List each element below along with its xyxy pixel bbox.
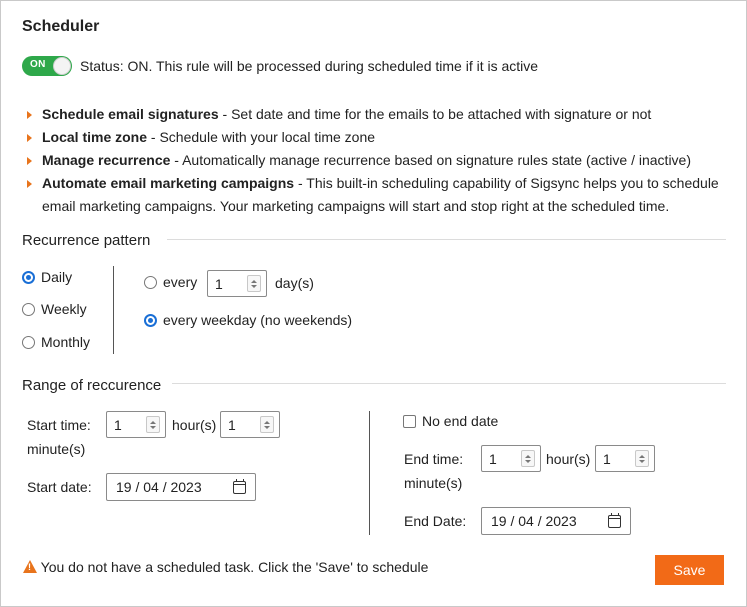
stepper-value: 1 — [228, 416, 236, 433]
stepper-value: 1 — [215, 275, 223, 292]
feature-item — [27, 172, 727, 218]
checkbox-label: No end date — [422, 413, 499, 429]
every-days-stepper[interactable] — [207, 270, 267, 297]
stepper-value: 1 — [489, 450, 497, 467]
stepper-arrows-icon[interactable] — [635, 450, 649, 467]
feature-item — [27, 149, 727, 172]
feature-title: Manage recurrence — [42, 152, 171, 168]
feature-title: Automate email marketing campaigns — [42, 175, 295, 191]
radio-icon[interactable] — [22, 336, 35, 349]
toggle-knob — [53, 57, 71, 75]
days-label: day(s) — [275, 275, 314, 291]
start-minute-stepper[interactable] — [220, 411, 280, 438]
date-value: 19 / 04 / 2023 — [491, 513, 577, 529]
feature-title: Local time zone — [42, 129, 148, 145]
stepper-arrows-icon[interactable] — [247, 275, 261, 292]
caret-right-icon — [27, 111, 32, 119]
start-date-input[interactable] — [106, 473, 256, 501]
radio-icon[interactable] — [22, 303, 35, 316]
radio-icon[interactable] — [144, 276, 157, 289]
radio-label: Weekly — [41, 301, 87, 317]
end-minute-stepper[interactable] — [595, 445, 655, 472]
status-text: Status: ON. This rule will be processed during scheduled time if it is active — [80, 58, 539, 74]
save-button[interactable]: Save — [655, 555, 724, 585]
caret-right-icon — [27, 180, 32, 188]
date-value: 19 / 04 / 2023 — [116, 479, 202, 495]
feature-title: Schedule email signatures — [42, 106, 219, 122]
page-title: Scheduler — [22, 18, 100, 35]
end-date-label: End Date: — [404, 513, 467, 529]
hours-label: hour(s) — [546, 451, 591, 467]
separator-line — [369, 411, 370, 535]
radio-checked-icon[interactable] — [22, 271, 35, 284]
warning-message — [23, 559, 428, 575]
every-label: every — [163, 274, 198, 290]
feature-text: - Set date and time for the emails to be attached with signature or not — [218, 106, 652, 122]
feature-text: - Schedule with your local time zone — [147, 129, 376, 145]
radio-every-weekday[interactable] — [144, 312, 352, 328]
end-date-input[interactable] — [481, 507, 631, 535]
checkbox-icon[interactable] — [403, 415, 416, 428]
stepper-arrows-icon[interactable] — [260, 416, 274, 433]
stepper-arrows-icon[interactable] — [146, 416, 160, 433]
radio-weekly[interactable] — [22, 301, 87, 317]
radio-label: Monthly — [41, 334, 91, 350]
start-date-label: Start date: — [27, 479, 92, 495]
caret-right-icon — [27, 157, 32, 165]
stepper-arrows-icon[interactable] — [521, 450, 535, 467]
recurrence-title: Recurrence pattern — [22, 232, 151, 249]
divider — [172, 383, 726, 384]
caret-right-icon — [27, 134, 32, 142]
no-end-date-checkbox[interactable] — [403, 413, 498, 429]
status-toggle[interactable] — [22, 56, 72, 76]
minutes-label: minute(s) — [404, 475, 463, 491]
hours-label: hour(s) — [172, 417, 217, 433]
weekday-label: every weekday (no weekends) — [163, 312, 353, 328]
radio-daily[interactable] — [22, 269, 72, 285]
start-hour-stepper[interactable] — [106, 411, 166, 438]
minutes-label: minute(s) — [27, 441, 86, 457]
divider — [167, 239, 726, 240]
range-title: Range of reccurence — [22, 377, 162, 394]
feature-list — [27, 103, 727, 218]
stepper-value: 1 — [603, 450, 611, 467]
calendar-icon[interactable] — [233, 481, 246, 494]
separator-line — [113, 266, 114, 354]
feature-text: - This built-in scheduling capability of Sigsync helps you to schedule email marketing campaigns. Your marketing campaigns will start and stop right at the scheduled time. — [42, 175, 719, 214]
calendar-icon[interactable] — [608, 515, 621, 528]
stepper-value: 1 — [114, 416, 122, 433]
feature-item — [27, 103, 727, 126]
radio-label: Daily — [41, 269, 73, 285]
end-hour-stepper[interactable] — [481, 445, 541, 472]
radio-monthly[interactable] — [22, 334, 90, 350]
start-time-label: Start time: — [27, 417, 91, 433]
toggle-label: ON — [30, 59, 46, 70]
radio-every-n-days[interactable] — [144, 274, 197, 290]
warning-icon — [23, 560, 37, 573]
radio-checked-icon[interactable] — [144, 314, 157, 327]
warning-text: You do not have a scheduled task. Click the 'Save' to schedule — [40, 559, 429, 575]
end-time-label: End time: — [404, 451, 464, 467]
feature-text: - Automatically manage recurrence based on signature rules state (active / inactive) — [170, 152, 691, 168]
feature-item — [27, 126, 727, 149]
